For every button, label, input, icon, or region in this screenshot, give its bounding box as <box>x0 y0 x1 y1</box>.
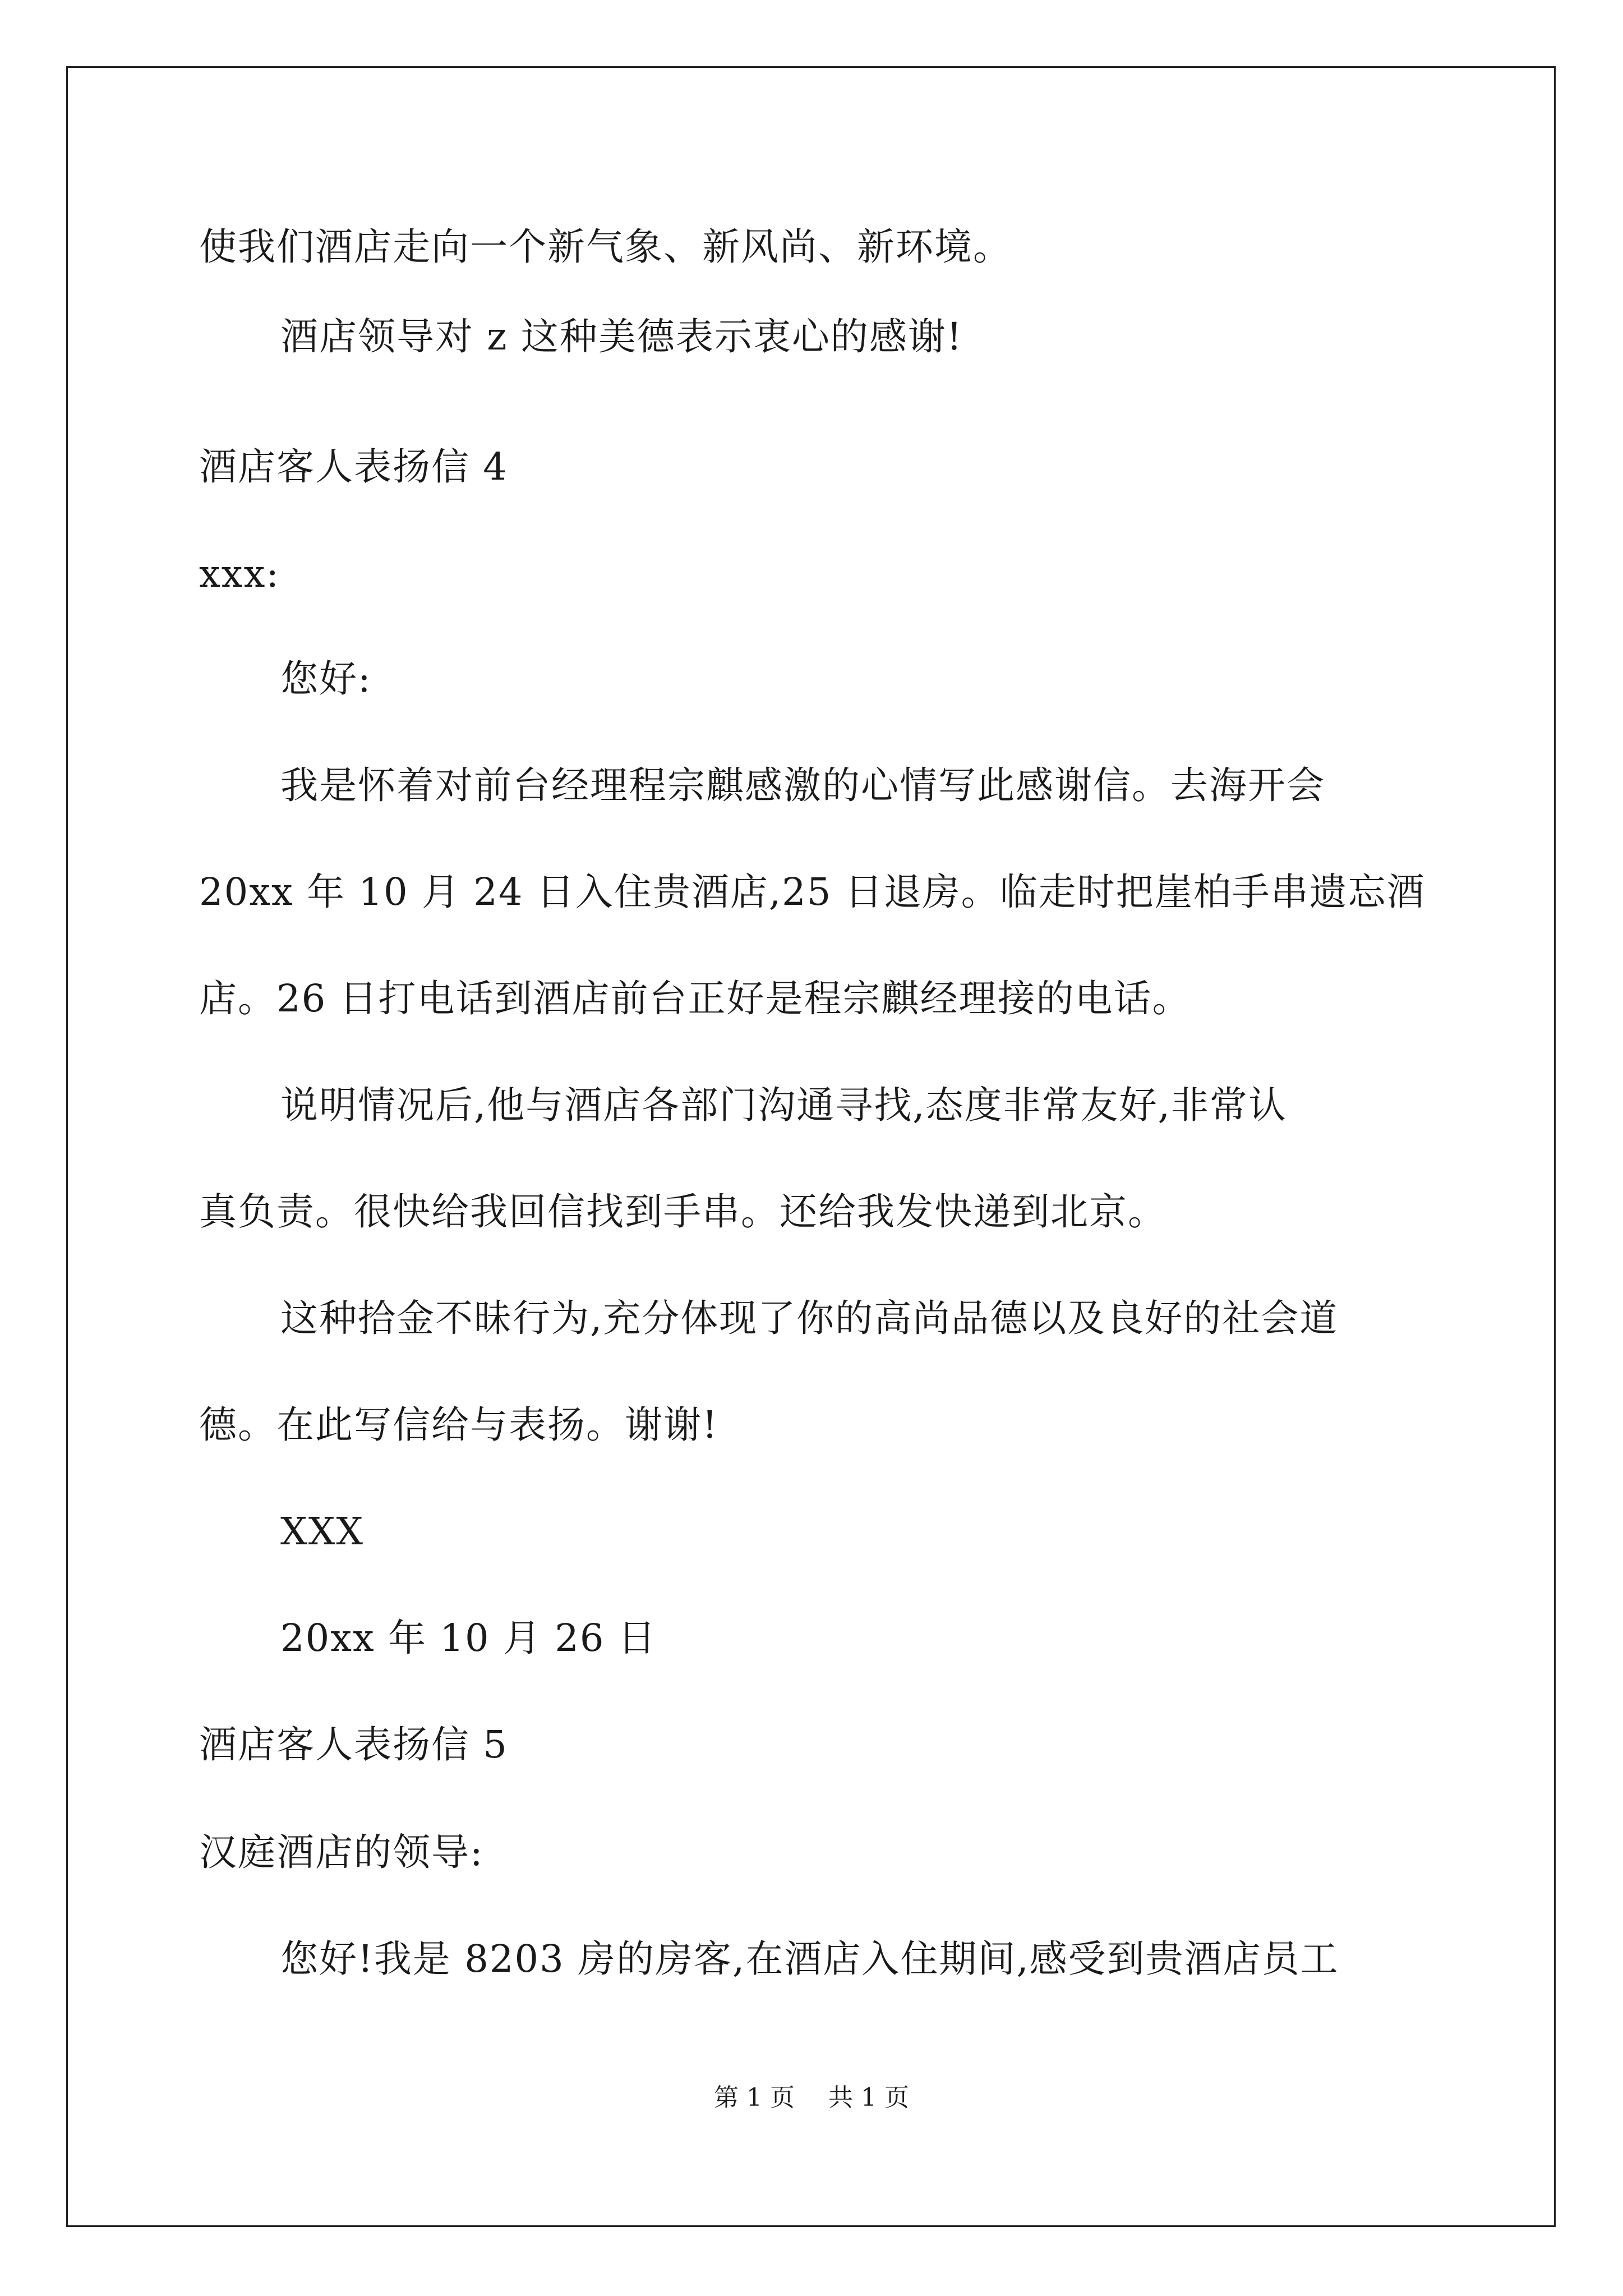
body-line-11: 这种拾金不昧行为,充分体现了你的高尚品德以及良好的社会道 <box>280 1296 1339 1340</box>
body-line-6: 我是怀着对前台经理程宗麒感激的心情写此感谢信。去海开会 <box>280 763 1325 807</box>
page-number: 第 1 页 <box>714 2083 795 2112</box>
salutation-line: xxx: <box>199 552 280 596</box>
page-footer <box>0 2081 1623 2115</box>
body-line-2: 酒店领导对 z 这种美德表示衷心的感谢! <box>280 315 963 358</box>
salutation-line-2: 汉庭酒店的领导: <box>199 1830 484 1874</box>
page-total: 共 1 页 <box>828 2083 909 2112</box>
section-heading-4: 酒店客人表扬信 4 <box>199 445 508 489</box>
body-line-9: 说明情况后,他与酒店各部门沟通寻找,态度非常友好,非常认 <box>280 1083 1287 1127</box>
body-line-1: 使我们酒店走向一个新气象、新风尚、新环境。 <box>199 225 1012 269</box>
greeting-line: 您好: <box>280 657 372 701</box>
body-line-10: 真负责。很快给我回信找到手串。还给我发快递到北京。 <box>199 1190 1166 1234</box>
section-heading-5: 酒店客人表扬信 5 <box>199 1723 508 1766</box>
body-line-7: 20xx 年 10 月 24 日入住贵酒店,25 日退房。临走时把崖柏手串遗忘酒 <box>199 870 1426 914</box>
body-line-8: 店。26 日打电话到酒店前台正好是程宗麒经理接的电话。 <box>199 977 1191 1020</box>
signature-date: 20xx 年 10 月 26 日 <box>280 1616 657 1660</box>
body-line-12: 德。在此写信给与表扬。谢谢! <box>199 1403 718 1447</box>
body-line-17: 您好!我是 8203 房的房客,在酒店入住期间,感受到贵酒店员工 <box>280 1937 1339 1981</box>
signature-name: XXX <box>280 1510 365 1553</box>
page-frame <box>66 66 1556 2227</box>
